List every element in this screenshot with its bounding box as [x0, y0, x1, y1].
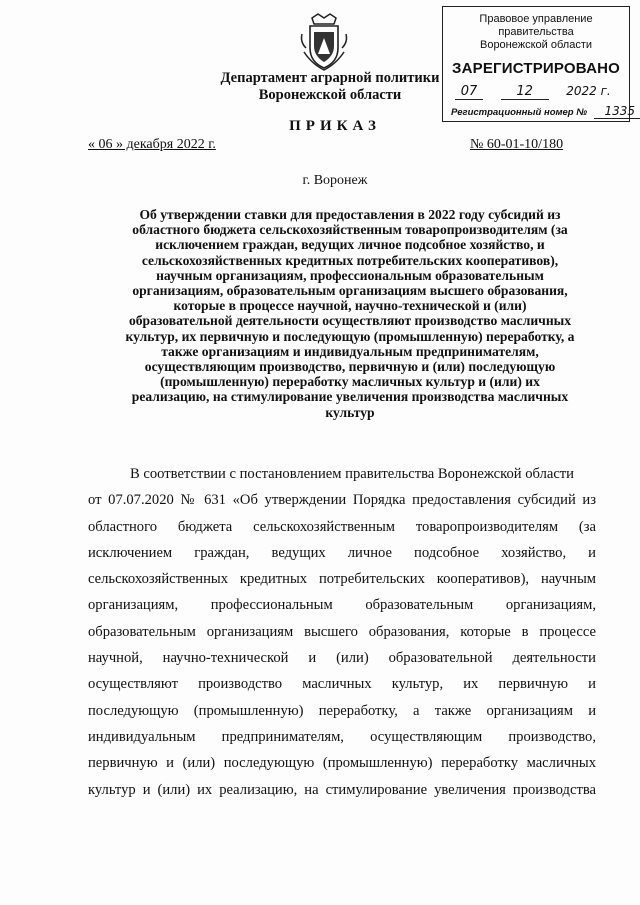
- body-line: сельскохозяйственных кредитных потребительских кооперативов), научным: [88, 571, 596, 588]
- document-heading: Об утверждении ставки для предоставления в 2022 году субсидий из областного бюджета сельскохозяйственным товаропроизводителям (за исключением граждан, ведущих личное подсобное хозяйство, и сельскохозяйственных кредитных потребительских кооперативов), научным организациям, профессиональным образовательным организациям, образовательным организациям высшего образования, которые в процессе научной, научно-технической и (или) образовательной деятельности осуществляют производство масличных культур, их первичную и последующую (промышленную) переработку, а также организациям и индивидуальным предпринимателям, осуществляющим производство, первичную и (или) последующую (промышленную) переработку масличных культур и (или) их реализацию, на стимулирование увеличения производства масличных культур: [125, 207, 575, 420]
- document-body: [88, 461, 596, 803]
- body-line: научной, научно-технической и (или) образовательной деятельности: [88, 650, 596, 667]
- department-name: Департамент аграрной политики Воронежской области: [220, 70, 440, 103]
- stamp-reg-number-value: 1335: [594, 104, 640, 119]
- body-line: от 07.07.2020 № 631 «Об утверждении Порядка предоставления субсидий из: [88, 492, 596, 509]
- body-line: осуществляют производство масличных культур, их первичную и: [88, 676, 596, 693]
- stamp-organization: Правовое управление правительства Воронежской области: [479, 13, 593, 51]
- stamp-year: 2022 г.: [566, 84, 611, 98]
- body-line: индивидуальным предпринимателям, осуществляющим производство,: [88, 728, 596, 745]
- document-city: г. Воронеж: [302, 173, 368, 188]
- stamp-reg-number-label: Регистрационный номер №: [451, 107, 588, 118]
- registration-stamp: [442, 6, 636, 122]
- body-line: организациям, профессиональным образовательным организациям,: [88, 597, 596, 614]
- body-line: последующую (промышленную) переработку, а также организациям и: [88, 702, 596, 719]
- body-line: культур и (или) их реализацию, на стимулирование увеличения производства: [88, 781, 596, 798]
- body-line: первичную и (или) последующую (промышленную) переработку масличных: [88, 755, 596, 772]
- document-type: ПРИКАЗ: [289, 118, 381, 134]
- stamp-reg-number: [451, 104, 640, 119]
- stamp-date: [455, 83, 623, 100]
- body-line: областного бюджета сельскохозяйственным товаропроизводителям (за: [88, 518, 596, 535]
- stamp-day: 07: [455, 84, 483, 100]
- body-line: исключением граждан, ведущих личное подсобное хозяйство, и: [88, 544, 596, 561]
- body-line: В соответствии с постановлением правительства Воронежской области: [130, 466, 574, 482]
- document-date: « 06 » декабря 2022 г.: [88, 137, 216, 152]
- coat-of-arms-icon: [298, 12, 350, 72]
- body-line: образовательным организациям высшего образования, которые в процессе: [88, 623, 596, 640]
- stamp-month: 12: [501, 84, 549, 100]
- document-number: № 60-01-10/180: [470, 137, 564, 152]
- stamp-registered: ЗАРЕГИСТРИРОВАНО: [451, 60, 621, 77]
